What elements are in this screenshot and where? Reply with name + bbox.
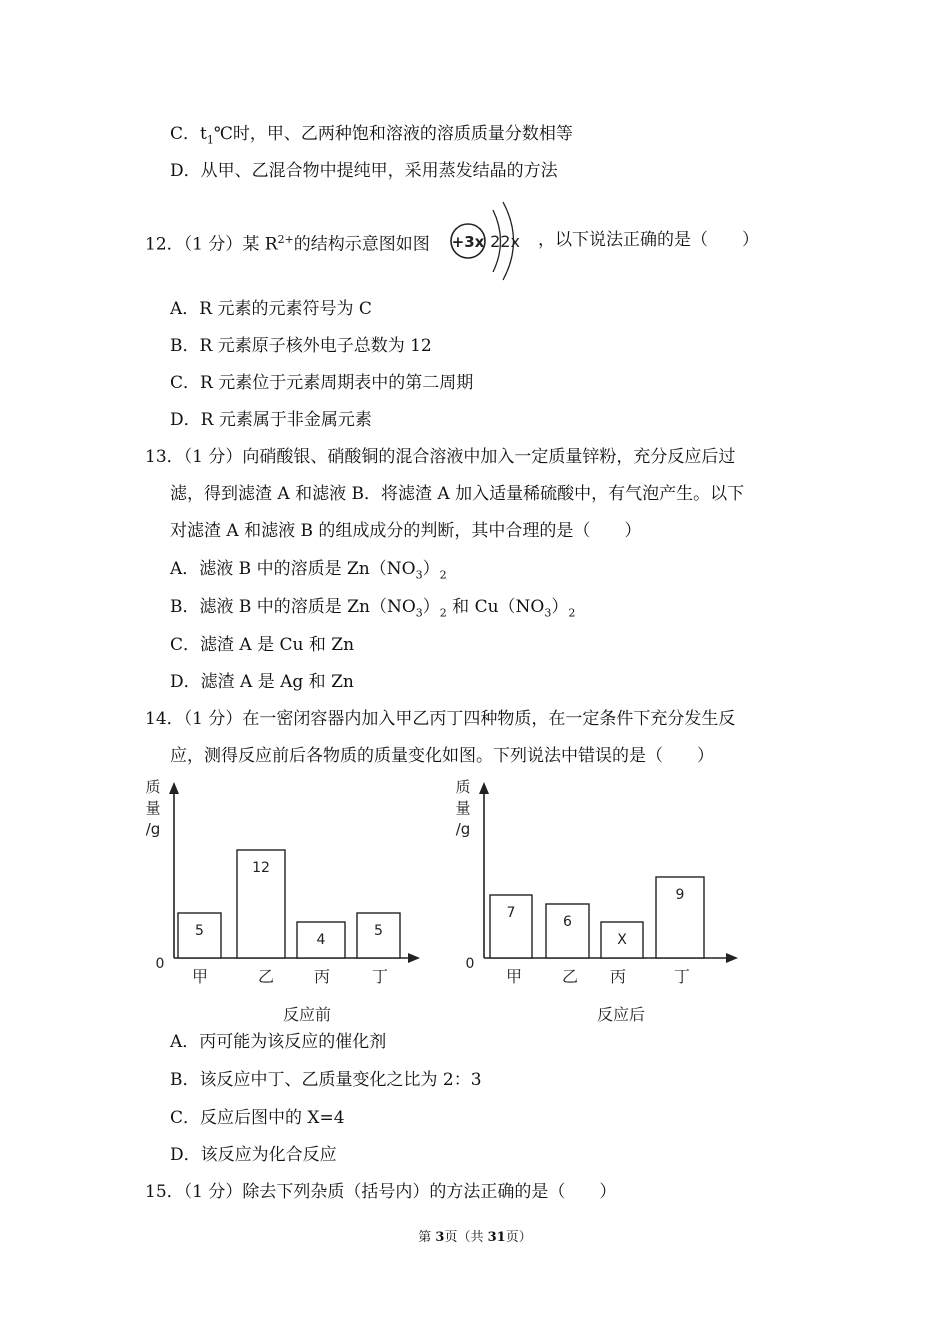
q14-option-a: A．丙可能为该反应的催化剂: [170, 1032, 387, 1052]
y-axis-label-part: 量: [455, 799, 471, 817]
bar-value-label: 7: [506, 905, 516, 921]
q11-option-d: D．从甲、乙混合物中提纯甲，采用蒸发结晶的方法: [170, 161, 558, 181]
q14-option-b: B．该反应中丁、乙质量变化之比为 2：3: [170, 1070, 482, 1090]
q15-stem: 15．（1 分）除去下列杂质（括号内）的方法正确的是（ ）: [145, 1182, 617, 1202]
x-tick-label: 乙: [561, 967, 579, 986]
q12-stem-end: ，以下说法正确的是（ ）: [538, 230, 759, 250]
chart-after-reaction: [450, 772, 750, 1027]
x-tick-label: 丙: [609, 967, 627, 986]
y-axis-label-part: 量: [145, 799, 161, 817]
bar-value-label: 5: [195, 923, 204, 939]
q11-option-c: C．$t_1℃$时，甲、乙两种饱和溶液的溶质质量分数相等: [170, 124, 573, 147]
x-tick-label: 丙: [313, 967, 331, 986]
q13-stem-line2: 滤，得到滤渣 A 和滤液 B．将滤渣 A 加入适量稀硫酸中，有气泡产生。以下: [170, 484, 745, 504]
q13-option-a: A．滤液 B 中的溶质是 $Zn(NO_3)_2$: [170, 559, 447, 582]
q12-option-b: B．R 元素原子核外电子总数为 12: [170, 336, 432, 356]
bar-value-label: 12: [252, 860, 270, 876]
q13-stem-line1: 13．（1 分）向硝酸银、硝酸铜的混合溶液中加入一定质量锌粉，充分反应后过: [145, 447, 736, 467]
q13-option-b: B．滤液 B 中的溶质是 $Zn(NO_3)_2$ 和 $Cu(NO_3)_2$: [170, 597, 576, 620]
bar-value-label: 6: [563, 914, 572, 930]
nucleus-charge: +3x: [451, 233, 485, 251]
q12-option-c: C．R 元素位于元素周期表中的第二周期: [170, 373, 474, 393]
q13-option-c: C．滤渣 A 是 Cu 和 Zn: [170, 635, 355, 655]
q13-option-d: D．滤渣 A 是 Ag 和 Zn: [170, 672, 354, 692]
x-tick-label: 丁: [673, 967, 691, 986]
y-axis-label-part: 质: [145, 778, 161, 796]
chart-title: 反应后: [596, 1005, 646, 1024]
chart-before-reaction: [140, 772, 430, 1027]
y-axis-arrow: [169, 782, 179, 794]
x-tick-label: 乙: [257, 967, 275, 986]
y-axis-label-part: /g: [145, 820, 161, 838]
x-tick-label: 甲: [505, 967, 523, 986]
x-tick-label: 甲: [191, 967, 209, 986]
q12-option-d: D．R 元素属于非金属元素: [170, 410, 372, 430]
bar-value-label: 9: [675, 887, 685, 903]
bar-乙: [546, 904, 589, 958]
bar-value-label: 4: [316, 932, 326, 948]
bar-value-label: X: [617, 932, 627, 948]
q13-stem-line3: 对滤渣 A 和滤液 B 的组成成分的判断，其中合理的是（ ）: [170, 521, 642, 541]
y-axis-label-part: /g: [455, 820, 471, 838]
x-axis-arrow: [408, 953, 420, 963]
atom-structure-diagram: [448, 200, 538, 282]
x-axis-arrow: [726, 953, 738, 963]
origin-label: 0: [465, 956, 475, 972]
bar-value-label: 5: [374, 923, 383, 939]
y-axis-label-part: 质: [455, 778, 471, 796]
q12-option-a: A．R 元素的元素符号为 C: [170, 299, 372, 319]
x-tick-label: 丁: [371, 967, 389, 986]
q14-stem-line2: 应，测得反应前后各物质的质量变化如图。下列说法中错误的是（ ）: [170, 746, 714, 766]
q14-option-d: D．该反应为化合反应: [170, 1145, 337, 1165]
q14-option-c: C．反应后图中的 X=4: [170, 1108, 345, 1128]
origin-label: 0: [155, 956, 165, 972]
electron-count: 22x: [490, 232, 520, 251]
y-axis-arrow: [479, 782, 489, 794]
page-footer: 第 3页（共 31页）: [418, 1230, 532, 1245]
q12-stem: 12．（1 分）某 $R^{2+}$的结构示意图如图: [145, 233, 430, 255]
q14-stem-line1: 14．（1 分）在一密闭容器内加入甲乙丙丁四种物质，在一定条件下充分发生反: [145, 709, 736, 729]
chart-title: 反应前: [282, 1005, 332, 1024]
